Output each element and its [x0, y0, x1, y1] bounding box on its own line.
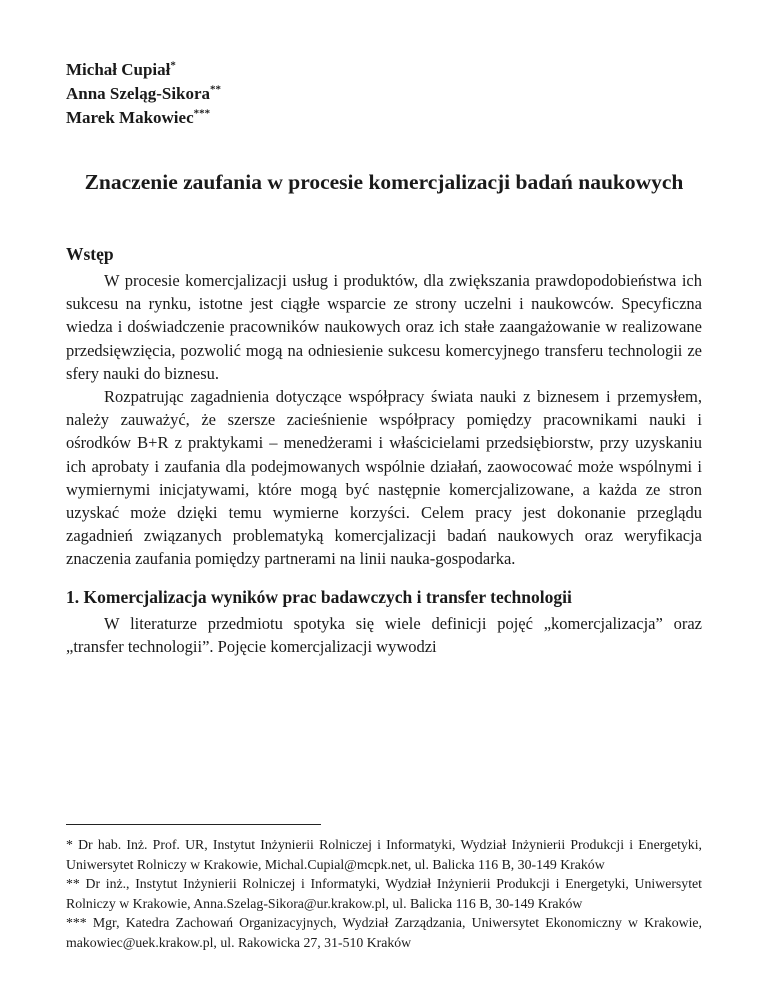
body-paragraph: W procesie komercjalizacji usług i produktów, dla zwiększania prawdopodobieństwa ich sukcesu na rynku, istotne jest ciągłe wsparcie ze strony uczelni i naukowców. Specyficzna wiedza i doświadczenie pracowników naukowych oraz ich stałe zaangażowanie w realizowane przedsięwzięcia, pozwolić mogą na odniesienie sukcesu komercyjnego transferu technologii ze sfery nauki do biznesu. [66, 271, 702, 383]
footnote-separator [66, 824, 321, 825]
author-line [66, 82, 702, 106]
author-line [66, 58, 702, 82]
footnote-marker: ** [210, 83, 222, 96]
body-paragraph: W literaturze przedmiotu spotyka się wiele definicji pojęć „komercjalizacja” oraz „transfer technologii”. Pojęcie komercjalizacji wywodzi [66, 613, 702, 656]
footnote-marker: *** [193, 107, 211, 120]
footnote-marker: * [170, 59, 176, 72]
footnote: ** Dr inż., Instytut Inżynierii Rolniczej i Informatyki, Wydział Inżynierii Produkcji i Energetyki, Uniwersytet Rolniczy w Krakowie, Anna.Szelag-Sikora@ur.krakow.pl, ul. Balicka 116 B, 30-149 Kraków [66, 876, 702, 911]
section-heading-1: 1. Komercjalizacja wyników prac badawczych i transfer technologii [66, 586, 572, 607]
author-line [66, 106, 702, 130]
body-paragraph: Rozpatrując zagadnienia dotyczące współpracy świata nauki z biznesem i przemysłem, należy zauważyć, że szersze zacieśnienie współpracy pomiędzy pracownikami nauki i ośrodków B+R z praktykami – menedżerami i właścicielami przedsiębiorstw, przy uzyskaniu ich aprobaty i zaufania dla podejmowanych wspólnie działań, zaowocować może wspólnymi i wymiernymi inicjatywami, które mogą być następnie komercjalizowane, a każda ze stron uzyskać może dzięki temu wymierne korzyści. Celem pracy jest dokonanie przeglądu zagadnień związanych problematyką komercjalizacji badań naukowych oraz weryfikacja znaczenia zaufania pomiędzy partnerami na linii nauka-gospodarka. [66, 387, 702, 569]
author-name: Marek Makowiec [66, 108, 194, 127]
footnote: * Dr hab. Inż. Prof. UR, Instytut Inżynierii Rolniczej i Informatyki, Wydział Inżynierii Produkcji i Energetyki, Uniwersytet Rolniczy w Krakowie, Michal.Cupial@mcpk.net, ul. Balicka 116 B, 30-149 Kraków [66, 837, 702, 872]
footnote: *** Mgr, Katedra Zachowań Organizacyjnych, Wydział Zarządzania, Uniwersytet Ekonomiczny w Krakowie, makowiec@uek.krakow.pl, ul. Rakowicka 27, 31-510 Kraków [66, 915, 702, 950]
footnote-area [66, 824, 702, 952]
page-title: Znaczenie zaufania w procesie komercjalizacji badań naukowych [84, 170, 684, 194]
author-name: Anna Szeląg-Sikora [66, 84, 211, 103]
author-name: Michał Cupiał [66, 60, 171, 79]
section-heading-wstep: Wstęp [66, 244, 114, 264]
author-block [66, 58, 702, 130]
